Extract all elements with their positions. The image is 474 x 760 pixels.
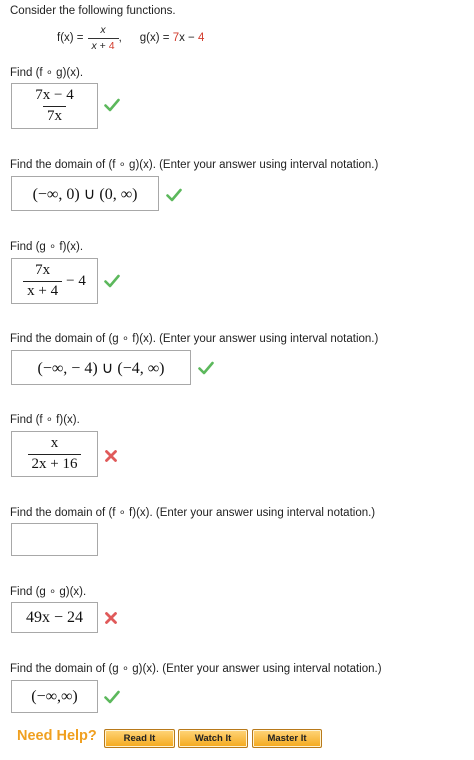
- functions-comma: ,: [118, 32, 122, 44]
- question-4-answer-box[interactable]: [11, 350, 191, 385]
- question-3-denominator: x + 4: [23, 281, 62, 300]
- g-constant: 4: [197, 32, 205, 44]
- question-3-answer-box[interactable]: [11, 258, 98, 304]
- question-7-prompt: Find (g ∘ g)(x).: [10, 586, 87, 598]
- master-it-button[interactable]: [252, 729, 322, 748]
- read-it-button[interactable]: [104, 729, 175, 748]
- watch-it-button[interactable]: [178, 729, 248, 748]
- g-variable: x: [179, 32, 185, 44]
- question-3-answer: [23, 262, 86, 300]
- question-1-denominator: 7x: [43, 106, 66, 125]
- question-3-correct-check-icon: [104, 274, 120, 288]
- read-it-label: Read It: [123, 733, 156, 744]
- question-8-prompt: Find the domain of (g ∘ g)(x). (Enter your answer using interval notation.): [10, 663, 382, 675]
- question-1-numerator: 7x − 4: [35, 87, 74, 104]
- question-5-prompt: Find (f ∘ f)(x).: [10, 414, 80, 426]
- question-3-prompt: Find (g ∘ f)(x).: [10, 241, 84, 253]
- question-5-incorrect-x-icon: [104, 449, 118, 463]
- question-2-answer-box[interactable]: [11, 176, 159, 211]
- f-den-plus: +: [96, 39, 109, 52]
- g-definition-lhs: g(x) =: [139, 32, 173, 44]
- need-help-label: Need Help?: [17, 728, 97, 744]
- question-1-answer: [31, 87, 77, 125]
- question-1-correct-check-icon: [104, 98, 120, 112]
- question-4-prompt: Find the domain of (g ∘ f)(x). (Enter your answer using interval notation.): [10, 333, 379, 345]
- question-1-prompt: Find (f ∘ g)(x).: [10, 67, 84, 79]
- question-5-answer-box[interactable]: [11, 431, 98, 477]
- question-3-fraction: [23, 262, 62, 300]
- f-den-var: x: [91, 39, 97, 52]
- question-5-denominator: 2x + 16: [28, 454, 82, 473]
- question-2-answer: (−∞, 0) ∪ (0, ∞): [32, 185, 138, 203]
- question-2-correct-check-icon: [166, 188, 182, 202]
- f-definition-lhs: f(x) =: [57, 32, 84, 44]
- question-8-correct-check-icon: [104, 690, 120, 704]
- g-definition: [140, 32, 205, 44]
- question-5-numerator: x: [50, 435, 59, 452]
- question-1-answer-box[interactable]: [11, 83, 98, 129]
- f-denominator: [88, 38, 119, 52]
- question-8-answer-box[interactable]: [11, 680, 98, 713]
- question-7-answer: 49x − 24: [25, 608, 84, 626]
- intro-text: Consider the following functions.: [10, 5, 176, 17]
- question-2-prompt: Find the domain of (f ∘ g)(x). (Enter your answer using interval notation.): [10, 159, 379, 171]
- question-7-answer-box[interactable]: [11, 602, 98, 633]
- f-definition-fraction: [88, 24, 119, 51]
- question-4-answer: (−∞, − 4) ∪ (−4, ∞): [37, 359, 165, 377]
- question-4-correct-check-icon: [198, 361, 214, 375]
- question-7-incorrect-x-icon: [104, 611, 118, 625]
- master-it-label: Master It: [267, 733, 307, 744]
- g-minus: −: [184, 32, 198, 44]
- question-6-prompt: Find the domain of (f ∘ f)(x). (Enter your answer using interval notation.): [10, 507, 376, 519]
- question-6-answer-input[interactable]: [11, 523, 98, 556]
- g-coefficient: 7: [172, 32, 180, 44]
- question-5-answer: [28, 435, 82, 473]
- f-den-const: 4: [108, 39, 115, 52]
- f-numerator: x: [100, 24, 106, 37]
- watch-it-label: Watch It: [194, 733, 232, 744]
- question-3-numerator: 7x: [35, 262, 51, 279]
- function-definitions: [57, 24, 204, 52]
- question-3-tail: − 4: [66, 272, 86, 289]
- question-8-answer: (−∞,∞): [31, 687, 78, 705]
